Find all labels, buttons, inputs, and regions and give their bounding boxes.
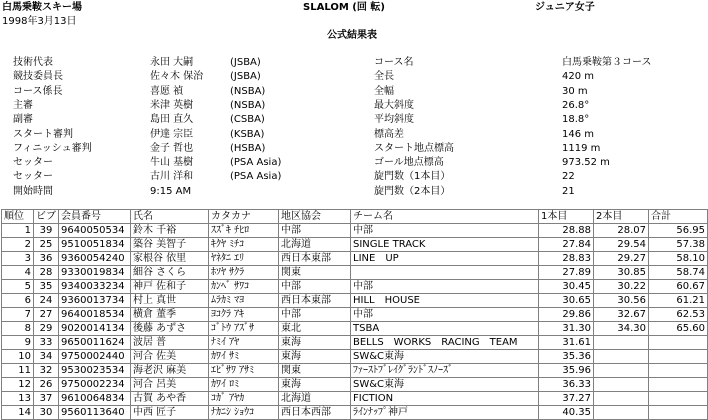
official-role: 開始時間 [13,185,53,197]
team-cell: LINE UP [351,252,539,266]
venue-name: 白馬乗鞍スキー場 [2,2,82,13]
run2-cell: 30.56 [594,294,649,308]
name-cell: 神戸 佐和子 [131,280,209,294]
info-row [0,142,708,156]
official-name: 金子 哲也 [150,142,194,154]
rank-cell: 8 [2,322,34,336]
kana-cell: ｺﾞﾄｳ ｱｽﾞｻ [209,322,279,336]
member-id-cell: 9750002234 [59,378,131,392]
member-id-cell: 9610064834 [59,392,131,406]
kana-cell: ﾅｶﾆｼ ｼｮｳｺ [209,406,279,420]
table-row [2,280,708,294]
official-role: フィニッシュ審判 [13,142,92,154]
bib-cell: 36 [34,252,59,266]
bib-cell: 32 [34,364,59,378]
rank-cell: 7 [2,308,34,322]
name-cell: 家根谷 依里 [131,252,209,266]
run2-cell [594,406,649,420]
run1-cell: 31.30 [539,322,594,336]
kana-cell: ﾑﾗｶﾐ ﾏﾖ [209,294,279,308]
course-label: 全幅 [374,85,394,97]
bib-cell: 28 [34,266,59,280]
run2-cell: 28.07 [594,224,649,238]
kana-cell: ﾖｺｸﾗ ｱｷ [209,308,279,322]
total-cell [649,350,708,364]
info-row [0,170,708,184]
member-id-cell: 9640050534 [59,224,131,238]
official-org: (PSA Asia) [230,157,282,169]
total-cell: 58.74 [649,266,708,280]
region-cell: 中部 [279,308,351,322]
rank-cell: 4 [2,266,34,280]
run2-cell: 34.30 [594,322,649,336]
run1-cell: 35.96 [539,364,594,378]
table-row [2,224,708,238]
kana-cell: ｺｶﾞ ｱﾔｶ [209,392,279,406]
member-id-cell: 9650011624 [59,336,131,350]
course-value: 白馬乗鞍第３コース [562,57,652,68]
rank-cell: 14 [2,406,34,420]
region-cell: 関東 [279,364,351,378]
table-row [2,294,708,308]
member-id-cell: 9340033234 [59,280,131,294]
region-cell: 北海道 [279,238,351,252]
table-row [2,308,708,322]
rank-cell: 3 [2,252,34,266]
official-name: 喜愿 禎 [150,85,184,97]
official-role: 主審 [13,99,33,111]
member-id-cell: 9640018534 [59,308,131,322]
info-row [0,70,708,84]
name-cell: 海老沢 麻美 [131,364,209,378]
table-row [2,392,708,406]
course-value: 420 m [562,71,595,83]
run1-cell: 36.33 [539,378,594,392]
total-cell [649,364,708,378]
team-cell: 中部 [351,308,539,322]
run2-cell [594,350,649,364]
bib-cell: 39 [34,224,59,238]
name-cell: 鈴木 千裕 [131,224,209,238]
course-value: 22 [562,171,575,183]
region-cell: 東北 [279,322,351,336]
rank-cell: 2 [2,238,34,252]
course-value: 146 m [562,128,595,140]
team-cell: ﾗｲﾝﾅｯﾌﾟ神戸 [351,406,539,420]
column-header: 2本目 [594,210,649,224]
kana-cell: ｶﾜｲ ｻﾐ [209,350,279,364]
official-role: 競技委員長 [13,71,63,83]
course-label: 平均斜度 [374,114,414,126]
official-org: (JSBA) [230,57,261,68]
official-name: 古川 洋和 [150,171,194,183]
kana-cell: ｷｸﾔ ﾐﾁｺ [209,238,279,252]
run1-cell: 28.88 [539,224,594,238]
course-value: 18.8° [562,114,590,126]
info-row [0,85,708,99]
run1-cell: 40.35 [539,406,594,420]
team-cell: SW&C東海 [351,350,539,364]
name-cell: 村上 真世 [131,294,209,308]
run2-cell [594,336,649,350]
run2-cell: 32.67 [594,308,649,322]
kana-cell: ﾔﾈﾀﾆ ｴﾘ [209,252,279,266]
total-cell: 56.95 [649,224,708,238]
team-cell [351,266,539,280]
member-id-cell: 9530023534 [59,364,131,378]
run1-cell: 37.27 [539,392,594,406]
kana-cell: ﾎｿﾔ ｻｸﾗ [209,266,279,280]
column-header: 会員番号 [59,210,131,224]
name-cell: 古賀 あや香 [131,392,209,406]
column-header: ビブ [34,210,59,224]
name-cell: 中西 匠子 [131,406,209,420]
course-label: 旋門数（2本目） [374,185,451,197]
region-cell: 北海道 [279,392,351,406]
info-row [0,156,708,170]
region-cell: 西日本東部 [279,252,351,266]
course-label: 標高差 [374,128,404,140]
member-id-cell: 9560113640 [59,406,131,420]
course-value: 30 m [562,85,588,97]
official-org: (NSBA) [230,99,266,111]
official-role: セッター [13,171,53,183]
team-cell: FICTION [351,392,539,406]
official-name: 米津 英樹 [150,99,194,111]
column-header: カタカナ [209,210,279,224]
official-org: (NSBA) [230,85,266,97]
bib-cell: 37 [34,392,59,406]
table-row [2,378,708,392]
bib-cell: 27 [34,308,59,322]
official-org: (KSBA) [230,128,265,140]
bib-cell: 34 [34,350,59,364]
team-cell: HILL HOUSE [351,294,539,308]
kana-cell: ｴﾋﾞｻﾜ ｱｻﾐ [209,364,279,378]
official-org: (JSBA) [230,71,261,83]
table-row [2,266,708,280]
name-cell: 後藤 あずさ [131,322,209,336]
kana-cell: ｽｽﾞｷ ﾁﾋﾛ [209,224,279,238]
table-row [2,406,708,420]
course-value: 973.52 m [562,157,610,169]
course-value: 21 [562,185,575,197]
table-row [2,238,708,252]
table-row [2,336,708,350]
table-header-row [2,210,708,224]
region-cell: 中部 [279,224,351,238]
bib-cell: 25 [34,238,59,252]
run2-cell: 30.85 [594,266,649,280]
member-id-cell: 9510051834 [59,238,131,252]
run1-cell: 30.65 [539,294,594,308]
info-row [0,113,708,127]
official-org: (CSBA) [230,114,265,126]
category-label: ジュニア女子 [535,2,595,13]
bib-cell: 30 [34,406,59,420]
course-label: ゴール地点標高 [374,157,444,169]
official-role: 技術代表 [13,57,53,68]
official-name: 永田 大嗣 [150,57,194,68]
course-label: 最大斜度 [374,99,414,111]
total-cell: 65.60 [649,322,708,336]
column-header: チーム名 [351,210,539,224]
table-row [2,364,708,378]
event-name: SLALOM (回 転) [303,2,385,13]
team-cell: SW&C東海 [351,378,539,392]
total-cell [649,392,708,406]
run2-cell: 30.22 [594,280,649,294]
table-row [2,252,708,266]
rank-cell: 1 [2,224,34,238]
total-cell: 62.53 [649,308,708,322]
table-row [2,322,708,336]
kana-cell: ｶﾝﾍﾞ ｻﾜｺ [209,280,279,294]
run1-cell: 28.83 [539,252,594,266]
region-cell: 東海 [279,350,351,364]
column-header: 氏名 [131,210,209,224]
total-cell: 58.10 [649,252,708,266]
run2-cell [594,378,649,392]
official-name: 島田 直久 [150,114,194,126]
run2-cell [594,364,649,378]
team-cell: 中部 [351,280,539,294]
event-date: 1998年3月13日 [2,16,77,27]
run1-cell: 27.84 [539,238,594,252]
region-cell: 東海 [279,336,351,350]
bib-cell: 29 [34,322,59,336]
official-org: (PSA Asia) [230,171,282,183]
column-header: 1本目 [539,210,594,224]
run1-cell: 31.61 [539,336,594,350]
region-cell: 東海 [279,378,351,392]
name-cell: 細谷 さくら [131,266,209,280]
member-id-cell: 9360054240 [59,252,131,266]
rank-cell: 5 [2,280,34,294]
bib-cell: 24 [34,294,59,308]
official-org: (HSBA) [230,142,266,154]
bib-cell: 33 [34,336,59,350]
bib-cell: 26 [34,378,59,392]
run2-cell [594,392,649,406]
total-cell: 60.67 [649,280,708,294]
official-role: コース係長 [13,85,63,97]
official-role: 副審 [13,114,33,126]
document-title: 公式結果表 [327,30,377,41]
table-body [2,224,708,420]
total-cell [649,406,708,420]
team-cell: TSBA [351,322,539,336]
kana-cell: ﾅﾐｲ ｱﾔ [209,336,279,350]
member-id-cell: 9750002440 [59,350,131,364]
official-name: 佐々木 保治 [150,71,204,83]
official-name: 伊達 宗臣 [150,128,194,140]
name-cell: 築谷 美智子 [131,238,209,252]
rank-cell: 6 [2,294,34,308]
course-label: 全長 [374,71,394,83]
run1-cell: 27.89 [539,266,594,280]
name-cell: 河合 佐美 [131,350,209,364]
total-cell: 61.21 [649,294,708,308]
column-header: 合計 [649,210,708,224]
info-row [0,99,708,113]
name-cell: 横倉 董季 [131,308,209,322]
member-id-cell: 9360013734 [59,294,131,308]
member-id-cell: 9330019834 [59,266,131,280]
rank-cell: 10 [2,350,34,364]
total-cell: 57.38 [649,238,708,252]
run2-cell: 29.54 [594,238,649,252]
rank-cell: 9 [2,336,34,350]
official-role: セッター [13,157,53,169]
run1-cell: 30.45 [539,280,594,294]
total-cell [649,378,708,392]
team-cell: ﾌｧｰｽﾄﾌﾞﾚｲｸﾞﾗﾝﾄﾞｽﾉｰｽﾞ [351,364,539,378]
info-row [0,185,708,199]
bib-cell: 35 [34,280,59,294]
run2-cell: 29.27 [594,252,649,266]
team-cell: 中部 [351,224,539,238]
course-label: スタート地点標高 [374,142,454,154]
column-header: 地区協会 [279,210,351,224]
region-cell: 西日本西部 [279,406,351,420]
info-row [0,128,708,142]
official-role: スタート審判 [13,128,73,140]
run1-cell: 35.36 [539,350,594,364]
course-label: 旋門数（1本目） [374,171,451,183]
run1-cell: 29.86 [539,308,594,322]
total-cell [649,336,708,350]
name-cell: 波居 普 [131,336,209,350]
rank-cell: 12 [2,378,34,392]
rank-cell: 11 [2,364,34,378]
team-cell: BELLS WORKS RACING TEAM [351,336,539,350]
team-cell: SINGLE TRACK [351,238,539,252]
course-value: 26.8° [562,99,590,111]
column-header: 順位 [2,210,34,224]
course-label: コース名 [374,57,414,68]
info-row [0,56,708,70]
region-cell: 関東 [279,266,351,280]
name-cell: 河合 呂美 [131,378,209,392]
region-cell: 中部 [279,280,351,294]
rank-cell: 13 [2,392,34,406]
course-value: 1119 m [562,142,601,154]
results-table [1,209,708,420]
member-id-cell: 9020014134 [59,322,131,336]
table-row [2,350,708,364]
region-cell: 西日本東部 [279,294,351,308]
official-name: 9:15 AM [150,185,192,197]
kana-cell: ｶﾜｲ ﾛﾐ [209,378,279,392]
official-name: 牛山 基樹 [150,157,194,169]
